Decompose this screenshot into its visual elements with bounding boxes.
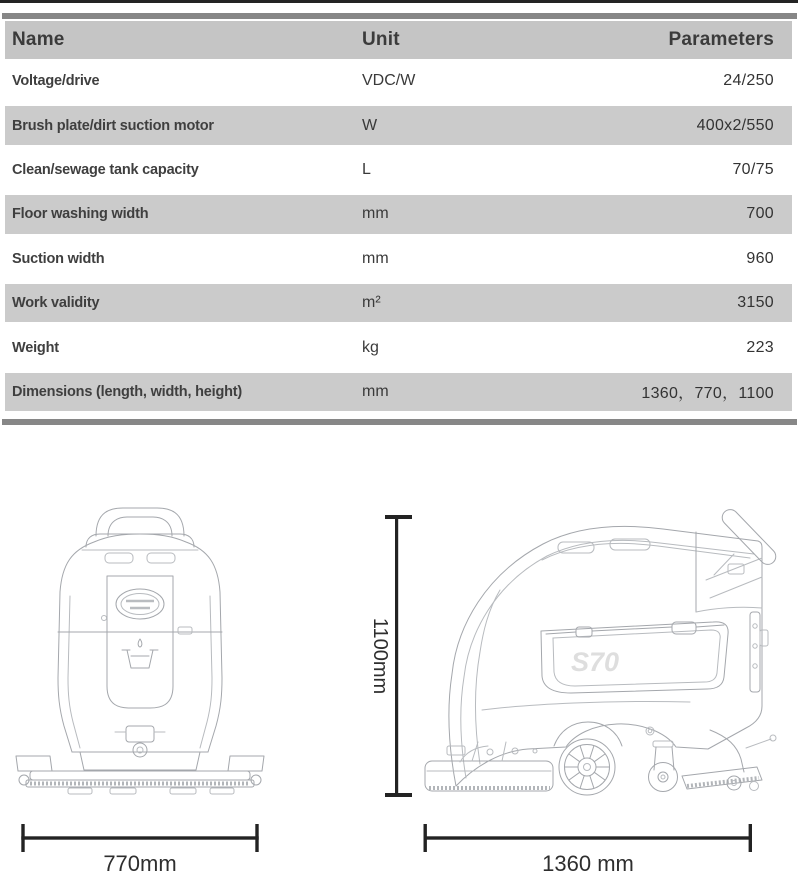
side-view-drawing <box>330 480 800 880</box>
width-dimension <box>21 824 258 876</box>
table-row <box>5 325 792 369</box>
drive-wheel <box>559 739 615 795</box>
front-view-drawing <box>10 480 300 880</box>
col-header-unit: Unit <box>362 29 400 50</box>
cell-value: 960 <box>746 249 774 267</box>
cell-value: 700 <box>746 205 774 223</box>
cell-name: Floor washing width <box>12 206 149 223</box>
bottom-accent-bar <box>2 419 797 425</box>
height-dimension-label: 1100mm <box>369 617 391 695</box>
cell-value: 3150 <box>737 294 774 312</box>
cell-unit: mm <box>362 382 389 400</box>
table-row <box>5 103 792 147</box>
cell-name: Weight <box>12 339 59 356</box>
width-dimension-label: 770mm <box>103 851 177 876</box>
cell-unit: W <box>362 116 378 134</box>
top-border-line <box>0 0 798 3</box>
cell-unit: mm <box>362 205 389 223</box>
brush-deck <box>425 742 553 791</box>
dimension-line <box>21 836 258 839</box>
length-dimension-label: 1360 mm <box>542 851 634 876</box>
table-row <box>5 192 792 236</box>
cell-name: Clean/sewage tank capacity <box>12 161 199 178</box>
handlebar <box>714 506 779 575</box>
side-recess-panel <box>541 622 728 693</box>
table-row <box>5 59 792 103</box>
spec-table <box>5 21 792 414</box>
height-dimension <box>369 515 412 797</box>
dimension-cap-bottom <box>385 793 412 797</box>
length-dimension <box>424 824 753 876</box>
model-label: S70 <box>570 647 620 677</box>
cell-value: 400x2/550 <box>696 116 774 134</box>
cell-unit: kg <box>362 338 379 356</box>
cell-name: Voltage/drive <box>12 73 100 90</box>
cell-unit: VDC/W <box>362 72 416 90</box>
table-row <box>5 148 792 192</box>
cell-unit: m² <box>362 294 381 312</box>
cell-name: Brush plate/dirt suction motor <box>12 117 214 134</box>
brand-badge <box>116 589 164 619</box>
technical-drawings <box>0 480 800 880</box>
cell-value: 24/250 <box>723 72 774 90</box>
dimension-line <box>395 515 398 797</box>
rear-squeegee <box>682 730 776 791</box>
cell-name: Work validity <box>12 295 100 312</box>
dimension-line <box>424 836 753 839</box>
table-row <box>5 370 792 414</box>
cell-unit: mm <box>362 249 389 267</box>
cell-name: Suction width <box>12 250 105 267</box>
col-header-parameters: Parameters <box>668 29 774 50</box>
cell-name: Dimensions (length, width, height) <box>12 383 243 400</box>
cell-value: 1360，770，1100 <box>641 385 774 403</box>
caster-wheel <box>649 741 678 792</box>
table-row <box>5 237 792 281</box>
cell-value: 223 <box>746 338 774 356</box>
pour-icon <box>122 639 158 668</box>
squeegee-assembly-front <box>16 726 264 794</box>
table-row <box>5 281 792 325</box>
dimension-cap-top <box>385 515 412 519</box>
col-header-name: Name <box>12 29 65 50</box>
top-accent-bar <box>2 13 797 19</box>
cell-value: 70/75 <box>732 160 774 178</box>
table-header-row <box>5 21 792 59</box>
cell-unit: L <box>362 160 371 178</box>
machine-front-outline <box>58 508 222 752</box>
